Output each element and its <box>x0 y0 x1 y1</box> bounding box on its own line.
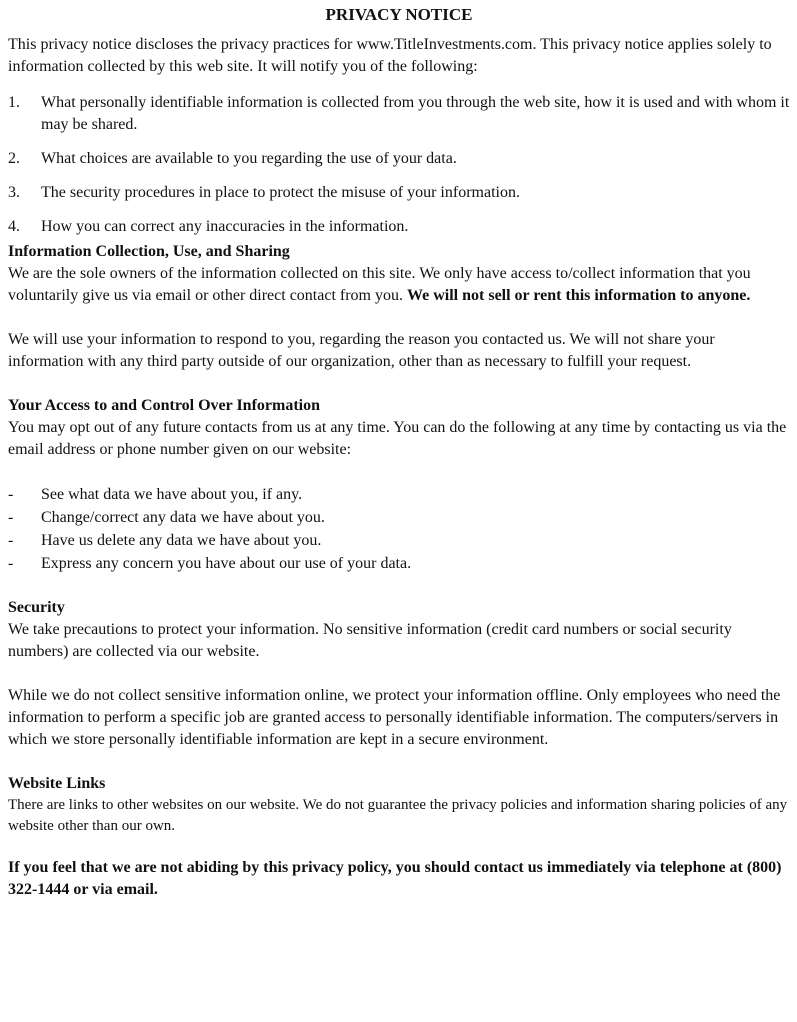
list-item <box>8 92 790 136</box>
list-number: 1. <box>8 94 20 111</box>
list-item-text: Change/correct any data we have about you. <box>41 509 325 526</box>
links-paragraph: There are links to other websites on our website. We do not guarantee the privacy policies and information sharing policies of any website other than our own. <box>8 797 788 834</box>
dash-marker: - <box>8 555 14 572</box>
security-paragraph-1: We take precautions to protect your information. No sensitive information (credit card numbers or social security numbers) are collected via our website. <box>8 621 732 660</box>
list-item-text: What choices are available to you regarding the use of your data. <box>41 150 457 167</box>
page-title: PRIVACY NOTICE <box>325 5 473 24</box>
collection-paragraph-2: We will use your information to respond to you, regarding the reason you contacted us. We will not share your information with any third party outside of our organization, other than as necessary to fulfill your request. <box>8 331 715 370</box>
dash-marker: - <box>8 532 14 549</box>
list-item <box>8 216 790 238</box>
dash-marker: - <box>8 509 14 526</box>
collection-text: We are the sole owners of the information collected on this site. We only have access to/collect information that you voluntarily give us via email or other direct contact from you. <box>8 265 751 304</box>
collection-emphasis: We will not sell or rent this information to anyone. <box>407 287 751 304</box>
access-paragraph: You may opt out of any future contacts from us at any time. You can do the following at any time by contacting us via the email address or phone number given on our website: <box>8 419 787 458</box>
list-item <box>8 552 790 575</box>
dash-list <box>8 483 790 575</box>
list-item <box>8 483 790 506</box>
links-section <box>8 773 790 837</box>
list-number: 2. <box>8 150 20 167</box>
list-item-text: See what data we have about you, if any. <box>41 486 303 503</box>
list-item <box>8 182 790 204</box>
list-item-text: The security procedures in place to protect the misuse of your information. <box>41 184 520 201</box>
intro-paragraph: This privacy notice discloses the privacy practices for www.TitleInvestments.com. This privacy notice applies solely to information collected by this web site. It will notify you of the following: <box>8 36 772 75</box>
dash-marker: - <box>8 486 14 503</box>
list-item <box>8 506 790 529</box>
section-heading-security: Security <box>8 599 65 616</box>
list-item-text: What personally identifiable information is collected from you through the web site, how it is used and with whom it may be shared. <box>41 94 790 133</box>
list-item-text: Have us delete any data we have about you. <box>41 532 322 549</box>
collection-section <box>8 241 790 373</box>
privacy-notice-document <box>8 4 790 901</box>
section-heading-links: Website Links <box>8 775 106 792</box>
list-item <box>8 148 790 170</box>
collection-paragraph-1 <box>8 263 790 307</box>
security-paragraph-2: While we do not collect sensitive information online, we protect your information offline. Only employees who need the information to perform a specific job are granted access to personally identifiable information. The computers/servers in which we store personally identifiable information are kept in a secure environment. <box>8 687 781 748</box>
closing-statement: If you feel that we are not abiding by this privacy policy, you should contact us immediately via telephone at (800) 322-1444 or via email. <box>8 859 782 898</box>
list-number: 3. <box>8 184 20 201</box>
list-item-text: Express any concern you have about our use of your data. <box>41 555 412 572</box>
numbered-list <box>8 92 790 238</box>
section-heading-access: Your Access to and Control Over Information <box>8 397 320 414</box>
list-item-text: How you can correct any inaccuracies in the information. <box>41 218 409 235</box>
access-section <box>8 395 790 575</box>
list-number: 4. <box>8 218 20 235</box>
security-section <box>8 597 790 751</box>
section-heading-collection: Information Collection, Use, and Sharing <box>8 243 290 260</box>
list-item <box>8 529 790 552</box>
